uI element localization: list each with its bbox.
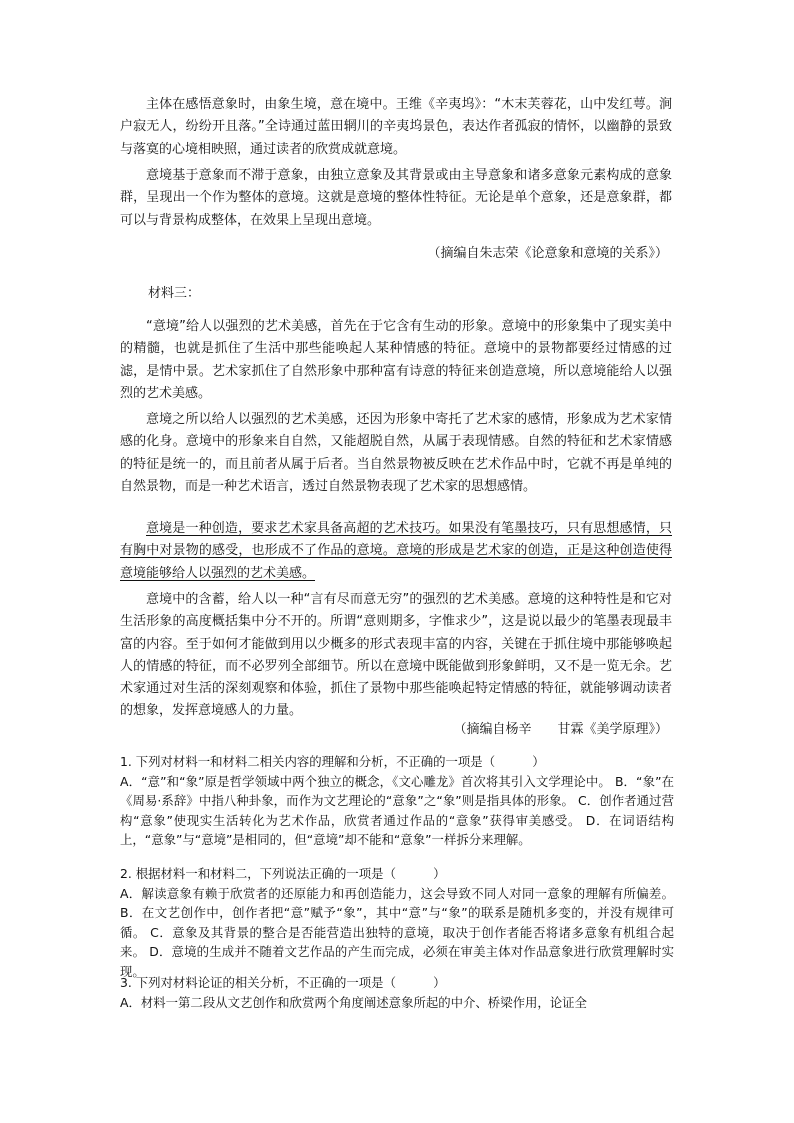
question-3-stem: 3. 下列对材料论证的相关分析，不正确的一项是（ ） <box>120 975 446 990</box>
paragraph-yijing-integrity: 意境基于意象而不滞于意象，由独立意象及其背景或由主导意象和诸多意象元素构成的意象群，呈现出一个作为整体的意境。这就是意境的整体性特征。无论是单个意象，还是意象群，都可以与背景构成整体，在效果上呈现出意境。 <box>120 168 672 228</box>
question-3-options: A．材料一第二段从文艺创作和欣赏两个角度阐述意象所起的中介、桥梁作用，论证全 <box>120 994 587 1010</box>
material3-paragraph-4: 意境中的含蓄，给人以一种“言有尽而意无穷”的强烈的艺术美感。意境的这种特性是和它对生活形象的高度概括集中分不开的。所谓“意则期多，字惟求少”，这是说以最少的笔墨表现最丰富的内容。至于如何才能做到用以少概多的形式表现丰富的内容，关键在于抓住境中那能够唤起人的情感的特征，而不必罗列全部细节。所以在意境中既能做到形象鲜明，又不是一览无余。艺术家通过对生活的深刻观察和体验，抓住了景物中那些能唤起特定情感的特征，就能够调动读者的想象，发挥意境感人的力量。 <box>120 592 672 719</box>
question-1-options: A．“意”和“象”原是哲学领域中两个独立的概念，《文心雕龙》首次将其引入文学理论中。 B．“象”在《周易·系辞》中指八种卦象，而作为文艺理论的“意象”之“象”则是指具体的形象。 C．创作者通过营构“意象”使现实生活转化为艺术作品，欣赏者通过作品的“意象”获得审美感受。 D．在词语结构上，“意象”与“意境”是相同的，但“意境”却不能和“意象”一样拆分来理解。 <box>120 773 674 848</box>
material3-paragraph-2: 意境之所以给人以强烈的艺术美感，还因为形象中寄托了艺术家的感情，形象成为艺术家情感的化身。意境中的形象来自自然，又能超脱自然，从属于表现情感。自然的特征和艺术家情感的特征是统一的，而且前者从属于后者。当自然景物被反映在艺术作品中时，它就不再是单纯的自然景物，而是一种艺术语言，透过自然景物表现了艺术家的思想感情。 <box>120 412 672 494</box>
source-citation-zhu: （摘编自朱志荣《论意象和意境的关系》） <box>427 246 668 261</box>
question-2-options: A．解读意象有赖于欣赏者的还原能力和再创造能力，这会导致不同人对同一意象的理解有所偏差。 B．在文艺创作中，创作者把“意”赋予“象”，其中“意”与“象”的联系是随机多变的，并没有规律可循。 C．意象及其背景的整合是否能营造出独特的意境，取决于创作者能否将诸多意象有机组合起来。 D．意境的生成并不随着文艺作品的产生而完成，必须在审美主体对作品意象进行欣赏理解时实现。 <box>120 885 674 979</box>
material3-paragraph-1: “意境”给人以强烈的艺术美感，首先在于它含有生动的形象。意境中的形象集中了现实美中的精髓，也就是抓住了生活中那些能唤起人某种情感的特征。意境中的景物都要经过情感的过滤，是情中景。艺术家抓住了自然形象中那种富有诗意的特征来创造意境，所以意境能给人以强烈的艺术美感。 <box>120 319 672 401</box>
question-2-stem: 2. 根据材料一和材料二，下列说法正确的一项是（ ） <box>120 866 446 881</box>
question-2 <box>120 864 674 982</box>
question-3 <box>120 973 674 1012</box>
material3-heading: 材料三： <box>148 286 201 301</box>
material3-paragraph-3-underlined: 意境是一种创造，要求艺术家具备高超的艺术技巧。如果没有笔墨技巧，只有思想感情，只有胸中对景物的感受，也形成不了作品的意境。意境的形成是艺术家的创造，正是这种创造使得意境能够给人以强烈的艺术美感。 <box>120 521 672 581</box>
paragraph-wangwei: 主体在感悟意象时，由象生境，意在境中。王维《辛夷坞》：“木末芙蓉花，山中发红萼。涧户寂无人，纷纷开且落。”全诗通过蓝田辋川的辛夷坞景色，表达作者孤寂的情怀，以幽静的景致与落寞的心境相映照，通过读者的欣赏成就意境。 <box>120 97 672 157</box>
question-1-stem: 1. 下列对材料一和材料二相关内容的理解和分析，不正确的一项是（ ） <box>120 754 545 769</box>
question-1 <box>120 752 674 850</box>
source-citation-yang: （摘编自杨辛 甘霖《美学原理》） <box>453 722 668 737</box>
